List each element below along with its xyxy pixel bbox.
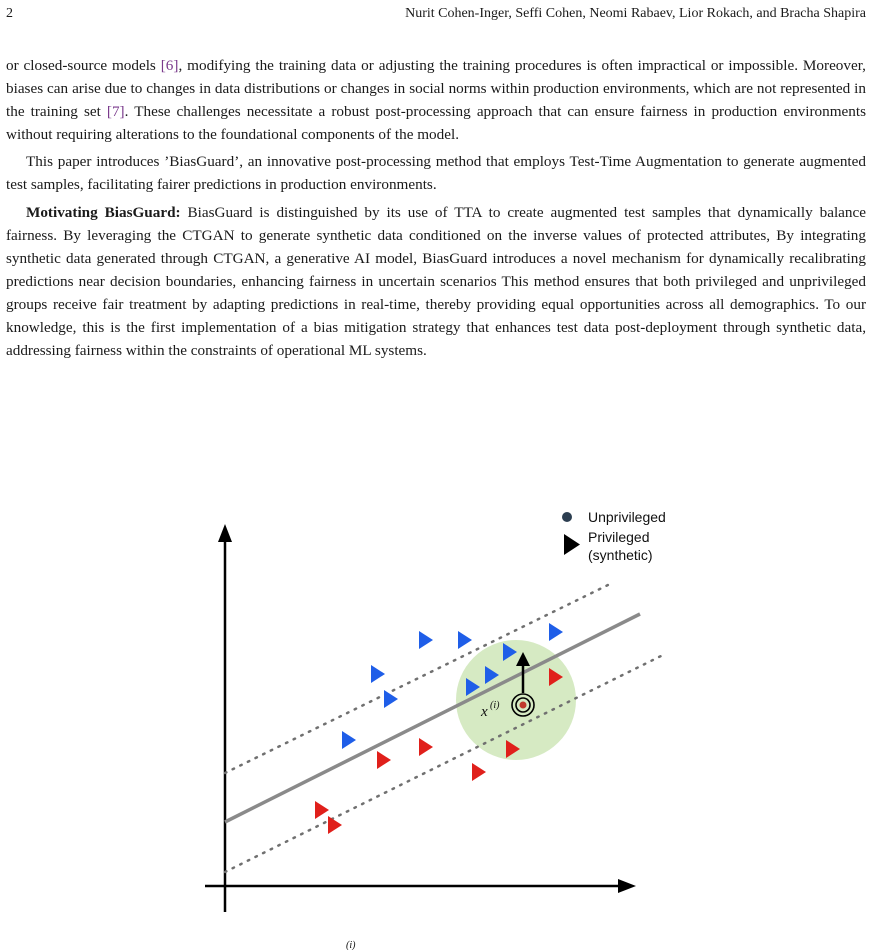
citation-6-link[interactable]: [6] [160, 57, 179, 74]
figure-legend [562, 509, 666, 563]
legend-privileged-sublabel: (synthetic) [588, 547, 653, 563]
paragraph-1 [6, 54, 866, 146]
caption-fragment: (i) [346, 940, 356, 950]
red-triangle [377, 751, 391, 769]
paragraph-1-part-1: or closed-source models [6, 57, 161, 74]
legend-unprivileged-label: Unprivileged [588, 509, 666, 525]
neighborhood-circle [456, 640, 576, 760]
red-triangle [472, 763, 486, 781]
lower-margin-line [225, 655, 663, 872]
biasguard-figure [0, 490, 872, 950]
blue-triangle [371, 665, 385, 683]
test-point-label-superscript: (i) [490, 700, 500, 711]
legend-unprivileged-marker [562, 512, 572, 522]
paragraph-3 [6, 201, 866, 363]
paragraph-3-heading: Motivating BiasGuard: [26, 203, 181, 221]
paragraph-2: This paper introduces ’BiasGuard’, an innovative post-processing method that employs Test-Time Augmentation to generate augmented test samples, facilitating fairer predictions in production environments. [6, 153, 866, 194]
x-axis-arrow [618, 879, 636, 893]
blue-triangle [419, 631, 433, 649]
citation-7-link[interactable]: [7] [106, 103, 125, 121]
running-authors: Nurit Cohen-Inger, Seffi Cohen, Neomi Rabaev, Lior Rokach, and Bracha Shapira [405, 6, 866, 21]
legend-privileged-marker [564, 534, 580, 555]
red-triangle [328, 816, 342, 834]
paragraph-1-part-2: , modifying the training data or adjusting the training procedures is often impractical or impossible. Moreover, biases can arise due to changes in data distributions or changes in social norms within production environments, which are not represented in the training set [6, 57, 866, 121]
legend-privileged-label: Privileged [588, 529, 650, 545]
blue-triangle [549, 623, 563, 641]
blue-triangle [458, 631, 472, 649]
y-axis-arrow [218, 524, 232, 542]
blue-triangle [384, 690, 398, 708]
blue-triangle [342, 731, 356, 749]
paragraph-1-part-3: . These challenges necessitate a robust post-processing approach that can ensure fairness in production environments without requiring alterations to the foundational components of the model. [6, 103, 866, 144]
page-header [6, 6, 866, 28]
target-center [520, 702, 527, 709]
body-text [6, 54, 866, 366]
test-point-label: x [481, 704, 488, 720]
page-number: 2 [6, 6, 13, 21]
red-triangle [315, 801, 329, 819]
red-triangle [419, 738, 433, 756]
paragraph-3-text: BiasGuard is distinguished by its use of TTA to create augmented test samples that dynamically balance fairness. By leveraging the CTGAN to generate synthetic data conditioned on the inverse values of protected attributes, By integrating synthetic data generated through CTGAN, a generative AI model, BiasGuard introduces a novel mechanism for dynamically recalibrating predictions near decision boundaries, enhancing fairness in uncertain scenarios This method ensures that both privileged and unprivileged groups receive fair treatment by adapting predictions in real-time, thereby providing equal opportunities across all demographics. To our knowledge, this is the first implementation of a bias mitigation strategy that enhances test data post-deployment through synthetic data, addressing fairness within the constraints of operational ML systems. [6, 203, 866, 360]
decision-boundary-line [225, 614, 640, 822]
